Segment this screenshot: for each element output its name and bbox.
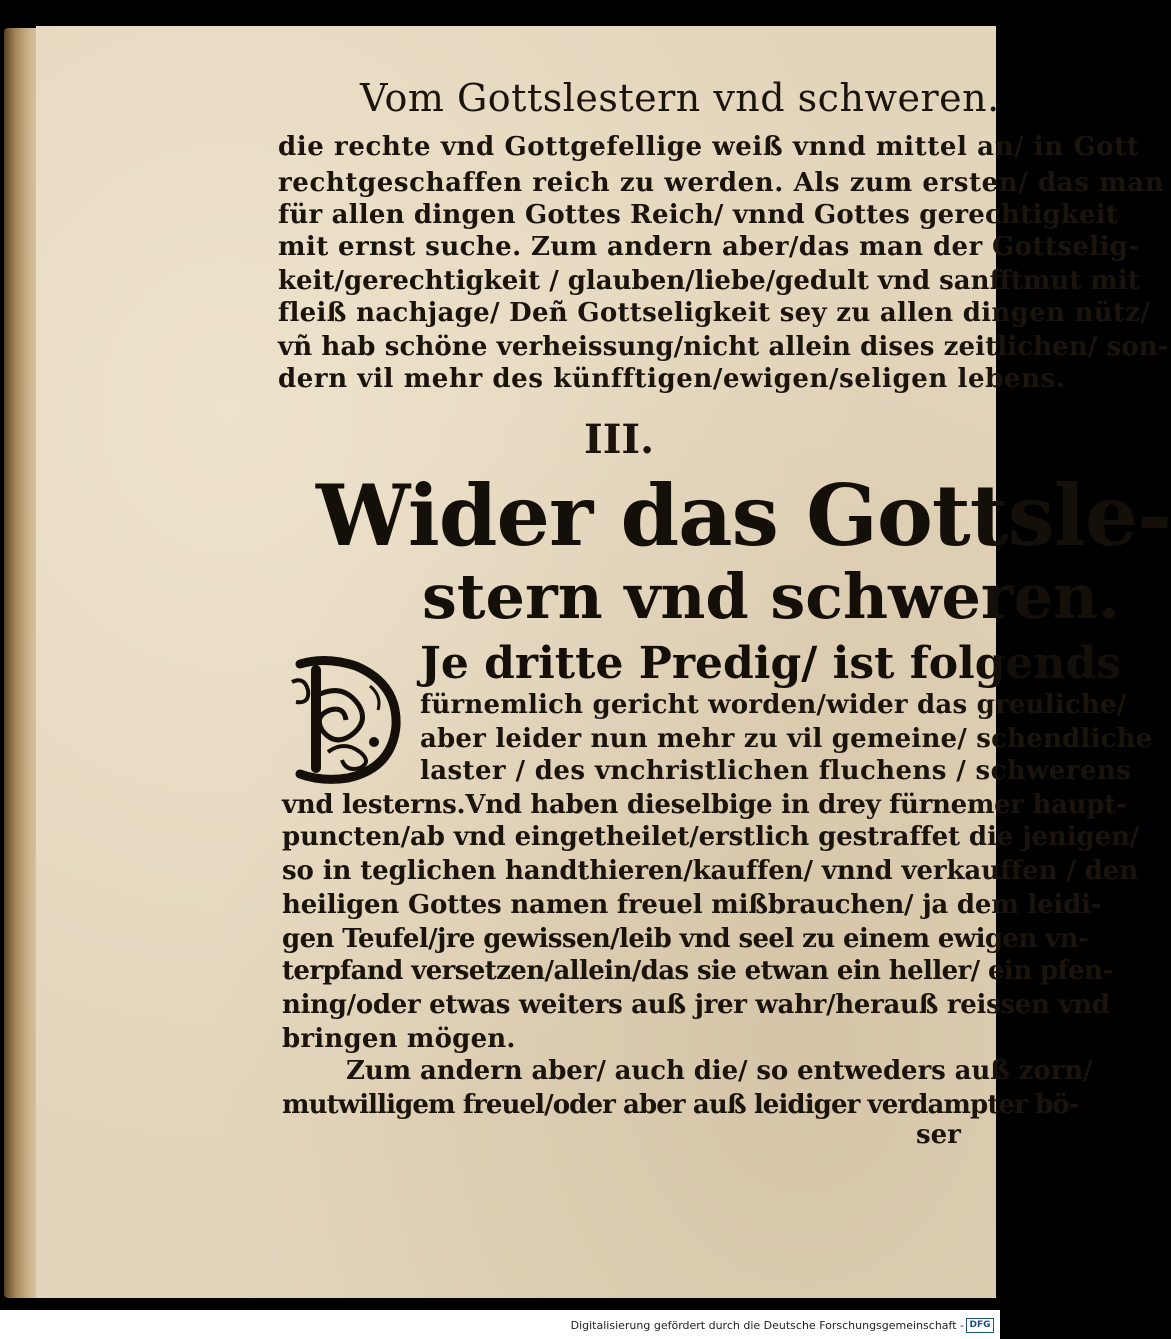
text-line: keit/gerechtigkeit / glauben/liebe/gedult vnd sanfftmut mit bbox=[278, 266, 1140, 296]
text-line: die rechte vnd Gottgefellige weiß vnnd mittel an/ in Gott bbox=[278, 132, 1140, 162]
catchword: ser bbox=[916, 1120, 961, 1150]
text-line: puncten/ab vnd eingetheilet/erstlich gestraffet die jenigen/ bbox=[282, 822, 1140, 852]
text-line: so in teglichen handthieren/kauffen/ vnnd verkauffen / den bbox=[282, 856, 1139, 886]
text-line: ning/oder etwas weiters auß jrer wahr/herauß reissen vnd bbox=[282, 990, 1110, 1020]
book-page-edge bbox=[4, 28, 38, 1298]
text-line: mit ernst suche. Zum andern aber/das man der Gottselig- bbox=[278, 232, 1140, 262]
text-line: fleiß nachjage/ Deñ Gottseligkeit sey zu allen dingen nütz/ bbox=[278, 298, 1151, 328]
text-line: laster / des vnchristlichen fluchens / schwerens bbox=[420, 756, 1132, 786]
funding-credit: Digitalisierung gefördert durch die Deutsche Forschungsgemeinschaft - bbox=[570, 1319, 964, 1332]
text-line: bringen mögen. bbox=[282, 1024, 516, 1054]
text-line: aber leider nun mehr zu vil gemeine/ schendliche bbox=[420, 724, 1153, 754]
text-line: rechtgeschaffen reich zu werden. Als zum ersten/ das man bbox=[278, 168, 1165, 198]
opening-words: Je dritte Predig/ ist folgends bbox=[420, 638, 1122, 689]
text-line: terpfand versetzen/allein/das sie etwan ein heller/ ein pfen- bbox=[282, 956, 1113, 986]
sermon-title-continued: stern vnd schweren. bbox=[422, 560, 1120, 633]
dfg-logo: DFG bbox=[966, 1318, 994, 1333]
running-head: Vom Gottslestern vnd schweren. bbox=[360, 76, 1000, 120]
section-number: III. bbox=[584, 416, 655, 463]
text-line: fürnemlich gericht worden/wider das greuliche/ bbox=[420, 690, 1127, 720]
sermon-title: Wider das Gottsle- bbox=[316, 466, 1171, 565]
text-line: mutwilligem freuel/oder aber auß leidiger verdampter bö- bbox=[282, 1090, 1079, 1120]
text-line: heiligen Gottes namen freuel mißbrauchen/ ja dem leidi- bbox=[282, 890, 1102, 920]
text-line: vnd lesterns.Vnd haben dieselbige in drey fürnemer haupt- bbox=[282, 790, 1127, 820]
text-line: gen Teufel/jre gewissen/leib vnd seel zu einem ewigen vn- bbox=[282, 924, 1089, 954]
text-line: Zum andern aber/ auch die/ so entweders auß zorn/ bbox=[346, 1056, 1093, 1086]
digitization-footer bbox=[0, 1310, 1000, 1339]
text-line: vñ hab schöne verheissung/nicht allein dises zeitlichen/ son- bbox=[278, 332, 1169, 362]
decorated-initial-d bbox=[286, 656, 410, 784]
text-line: dern vil mehr des künfftigen/ewigen/seligen lebens. bbox=[278, 364, 1066, 394]
text-line: für allen dingen Gottes Reich/ vnnd Gottes gerechtigkeit bbox=[278, 200, 1119, 230]
